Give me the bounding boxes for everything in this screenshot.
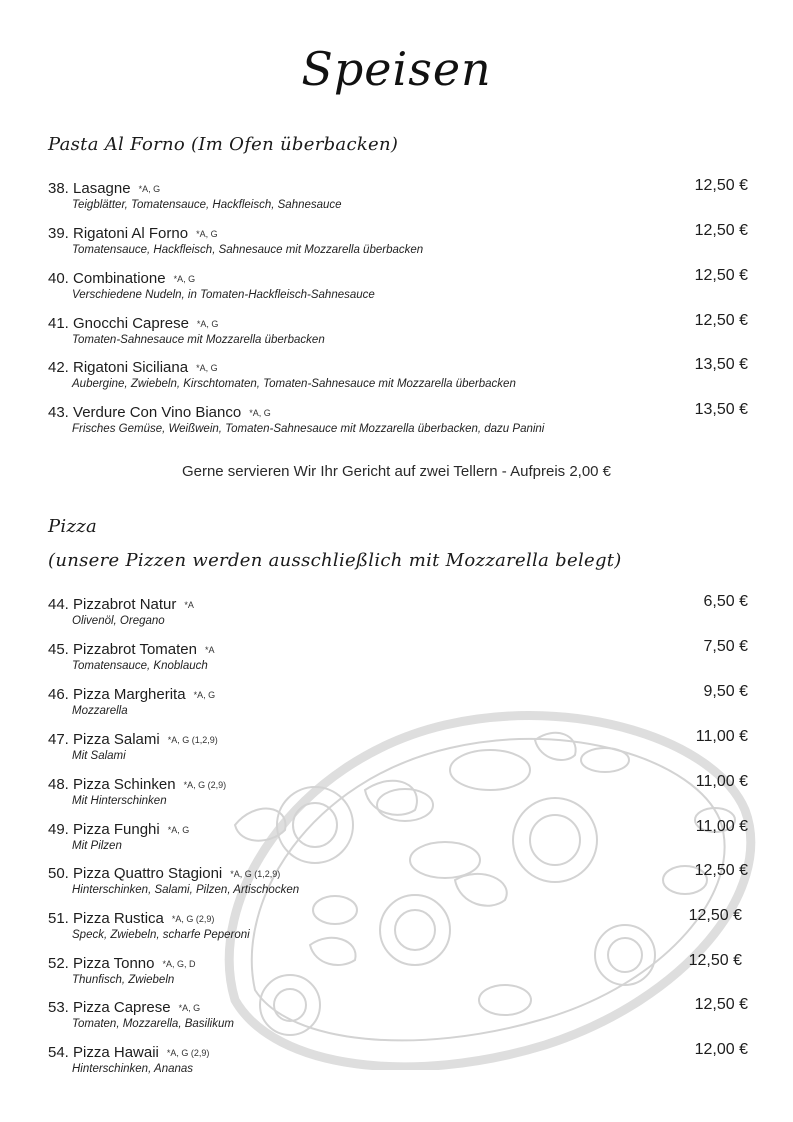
- item-price: 12,50 €: [694, 312, 748, 329]
- item-allergens: *A, G (2,9): [171, 914, 215, 924]
- item-price: 11,00 €: [695, 818, 748, 835]
- menu-item: [48, 773, 748, 816]
- item-description: Hinterschinken, Salami, Pilzen, Artischocken: [72, 884, 300, 896]
- item-description: Aubergine, Zwiebeln, Kirschtomaten, Tomaten-Sahnesauce mit Mozzarella überbacken: [72, 378, 516, 390]
- item-price: 7,50 €: [703, 638, 748, 655]
- item-allergens: *A, G: [196, 363, 218, 373]
- item-price: 13,50 €: [694, 356, 748, 373]
- item-description: Teigblätter, Tomatensauce, Hackfleisch, Sahnesauce: [72, 199, 342, 211]
- item-name: 39. Rigatoni Al Forno *A, G: [48, 225, 218, 242]
- menu-item: [48, 593, 748, 636]
- item-name: 51. Pizza Rustica *A, G (2,9): [48, 910, 215, 927]
- item-allergens: *A, G: [178, 1003, 201, 1013]
- menu-item: [48, 952, 748, 995]
- item-price: 9,50 €: [703, 683, 748, 700]
- menu-item: [48, 401, 748, 444]
- item-description: Tomaten-Sahnesauce mit Mozzarella überbacken: [72, 334, 325, 346]
- item-name: 49. Pizza Funghi *A, G: [48, 821, 190, 838]
- item-price: 13,50 €: [694, 401, 748, 418]
- item-allergens: *A, G (2,9): [183, 780, 227, 790]
- item-allergens: *A: [184, 600, 194, 610]
- item-description: Verschiedene Nudeln, in Tomaten-Hackfleisch-Sahnesauce: [72, 289, 375, 301]
- item-price: 6,50 €: [703, 593, 748, 610]
- item-allergens: *A, G: [173, 274, 196, 284]
- item-price: 11,00 €: [695, 773, 748, 790]
- page-title: Speisen: [301, 42, 492, 96]
- item-price: 12,50 €: [694, 177, 748, 194]
- item-description: Thunfisch, Zwiebeln: [72, 974, 175, 986]
- item-description: Hinterschinken, Ananas: [72, 1063, 194, 1075]
- menu-item: [48, 267, 748, 310]
- pizza-section-heading: Pizza: [48, 516, 98, 537]
- item-price: 12,50 €: [694, 996, 748, 1013]
- item-allergens: *A, G: [249, 408, 271, 418]
- item-description: Speck, Zwiebeln, scharfe Peperoni: [72, 929, 250, 941]
- menu-item: [48, 996, 748, 1039]
- item-name: 45. Pizzabrot Tomaten *A: [48, 641, 215, 658]
- item-price: 12,50 €: [694, 862, 748, 879]
- item-allergens: *A, G, D: [162, 959, 196, 969]
- pasta-section-heading: Pasta Al Forno (Im Ofen überbacken): [48, 134, 399, 155]
- item-description: Mit Salami: [72, 750, 126, 762]
- item-name: 47. Pizza Salami *A, G (1,2,9): [48, 731, 218, 748]
- item-allergens: *A, G (1,2,9): [230, 869, 281, 879]
- item-description: Tomatensauce, Hackfleisch, Sahnesauce mit Mozzarella überbacken: [72, 244, 424, 256]
- item-allergens: *A, G (1,2,9): [167, 735, 218, 745]
- item-description: Frisches Gemüse, Weißwein, Tomaten-Sahnesauce mit Mozzarella überbacken, dazu Panini: [72, 423, 545, 435]
- item-description: Mit Hinterschinken: [72, 795, 167, 807]
- item-price: 12,50 €: [694, 222, 748, 239]
- menu-item: [48, 222, 748, 265]
- item-name: 52. Pizza Tonno *A, G, D: [48, 955, 196, 972]
- item-name: 41. Gnocchi Caprese *A, G: [48, 315, 219, 332]
- item-price: 12,50 €: [688, 952, 742, 969]
- menu-item: [48, 1041, 748, 1084]
- item-allergens: *A, G (2,9): [166, 1048, 210, 1058]
- menu-item: [48, 907, 748, 950]
- item-name: 42. Rigatoni Siciliana *A, G: [48, 359, 218, 376]
- menu-item: [48, 728, 748, 771]
- item-allergens: *A, G: [196, 229, 218, 239]
- item-name: 43. Verdure Con Vino Bianco *A, G: [48, 404, 271, 421]
- item-description: Olivenöl, Oregano: [72, 615, 165, 627]
- item-price: 12,00 €: [694, 1041, 748, 1058]
- item-price: 12,50 €: [694, 267, 748, 284]
- item-description: Tomatensauce, Knoblauch: [72, 660, 208, 672]
- menu-item: [48, 638, 748, 681]
- item-name: 46. Pizza Margherita *A, G: [48, 686, 216, 703]
- menu-item: [48, 177, 748, 220]
- item-price: 12,50 €: [688, 907, 742, 924]
- item-description: Tomaten, Mozzarella, Basilikum: [72, 1018, 234, 1030]
- item-description: Mozzarella: [72, 705, 128, 717]
- item-allergens: *A, G: [167, 825, 190, 835]
- item-name: 50. Pizza Quattro Stagioni *A, G (1,2,9): [48, 865, 281, 882]
- item-allergens: *A: [204, 645, 215, 655]
- menu-item: [48, 818, 748, 861]
- item-name: 54. Pizza Hawaii *A, G (2,9): [48, 1044, 210, 1061]
- item-name: 38. Lasagne *A, G: [48, 180, 161, 197]
- menu-item: [48, 312, 748, 355]
- item-name: 40. Combinatione *A, G: [48, 270, 196, 287]
- item-allergens: *A, G: [193, 690, 216, 700]
- menu-item: [48, 862, 748, 905]
- menu-item: [48, 356, 748, 399]
- item-price: 11,00 €: [695, 728, 748, 745]
- menu-item: [48, 683, 748, 726]
- item-name: 53. Pizza Caprese *A, G: [48, 999, 201, 1016]
- item-allergens: *A, G: [138, 184, 161, 194]
- item-name: 48. Pizza Schinken *A, G (2,9): [48, 776, 227, 793]
- item-name: 44. Pizzabrot Natur *A: [48, 596, 194, 613]
- item-allergens: *A, G: [196, 319, 219, 329]
- sharing-note: Gerne servieren Wir Ihr Gericht auf zwei Tellern - Aufpreis 2,00 €: [181, 463, 612, 480]
- item-description: Mit Pilzen: [72, 840, 122, 852]
- pizza-section-subheading: (unsere Pizzen werden ausschließlich mit Mozzarella belegt): [48, 550, 622, 571]
